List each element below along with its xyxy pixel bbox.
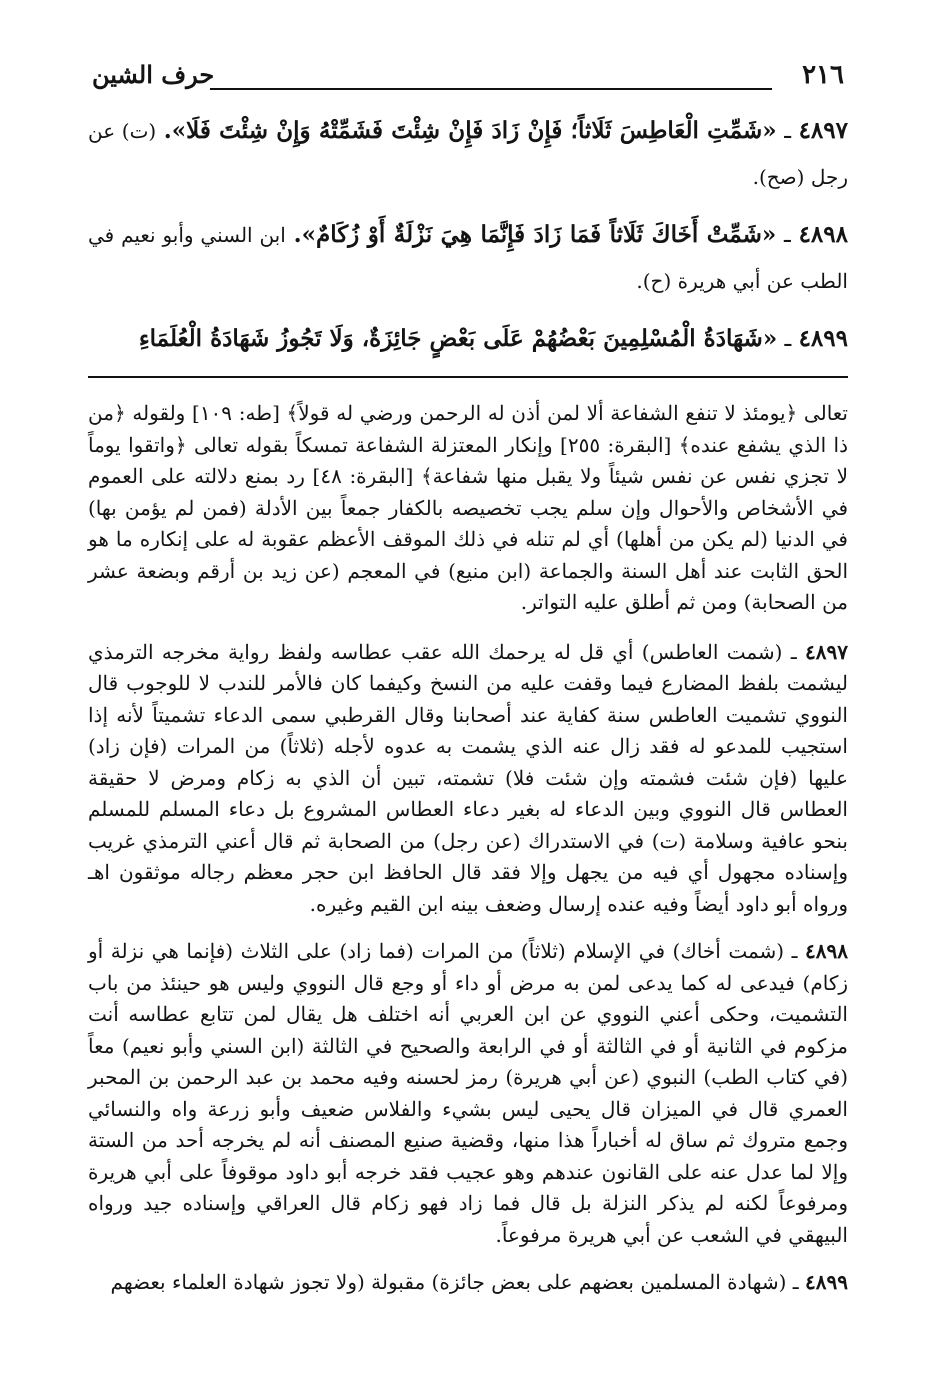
hadith-text: «شَمِّتْ أَخَاكَ ثَلَاثاً فَمَا زَادَ فَإِنَّمَا هِيَ نَزْلَةٌ أَوْ زُكَامٌ». <box>293 221 777 248</box>
commentary-4899: ٤٨٩٩ ـ (شهادة المسلمين بعضهم على بعض جائزة) مقبولة (ولا تجوز شهادة العلماء بعضهم <box>110 1270 848 1294</box>
hadith-source: (ت) عن رجل (صح). <box>88 119 848 189</box>
hadith-source: ابن السني وأبو نعيم في الطب عن أبي هريرة (ح). <box>88 223 848 293</box>
commentary-4898: ٤٨٩٨ ـ (شمت أخاك) في الإسلام (ثلاثاً) من المرات (فما زاد) على الثلاث (فإنما هي نزلة أو زكام) فيدعى له كما يدعى لمن به مرض أو داء أو وجع قال النووي وليس هو حينئذ من باب التشميت، وحكى أعني النووي عن ابن العربي أنه اختلف هل يقال لمن تتابع عطاسه أنت مزكوم في الثانية أو في الثالثة أو في الرابعة والصحيح في الثالثة (ابن السني وأبو نعيم) معاً (في كتاب الطب) النبوي (عن أبي هريرة) رمز لحسنه وفيه محمد بن عبد الرحمن بن المحبر العمري قال في الميزان قال يحيى ليس بشيء والفلاس ضعيف وأبو زرعة واه والنسائي وجمع متروك ثم ساق له أخباراً هذا منها، وقضية صنيع المصنف أنه لم يخرجه أحد من الستة وإلا لما عدل عنه على القانون عندهم وهو عجيب فقد خرجه أبو داود موقوفاً على أبي هريرة ومرفوعاً لكنه لم يذكر النزلة بل قال فما زاد فهو زكام قال العراقي وإسناده جيد ورواه البيهقي في الشعب عن أبي هريرة مرفوعاً. <box>88 939 848 1247</box>
commentary-text: (شمت العاطس) أي قل له يرحمك الله عقب عطاسه ولفظ رواية مخرجه الترمذي ليشمت بلفظ المضارع فيما وقفت عليه من النسخ وكيفما كان فالأمر للندب لا للوجوب قال النووي تشميت العاطس سنة كفاية عند أصحابنا وقال القرطبي سمى الدعاء تشميتاً لأنه إذا استجيب للمدعو له فقد زال عنه الذي يشمت به عدوه لأجله (ثلاثاً) من المرات (فإن زاد) عليها (فإن شئت فشمته وإن شئت فلا) تشمته، تبين أن الذي به زكام ومرض لا حقيقة العطاس قال النووي وبين الدعاء له بغير دعاء العطاس المشروع بل دعاء المسلم للمسلم بنحو عافية وسلامة (ت) في الاستدراك (عن رجل) من الصحابة ثم قال أعني الترمذي غريب وإسناده مجهول أي فيه من يجهل وإلا فقد قال الحافظ ابن حجر معظم رجاله موثقون اهـ ورواه أبو داود أيضاً وفيه عنده إرسال وضعف بينه ابن القيم وغيره. <box>88 639 848 916</box>
chapter-title: حرف الشين <box>92 60 215 89</box>
commentary-text: (شهادة المسلمين بعضهم على بعض جائزة) مقبولة (ولا تجوز شهادة العلماء بعضهم <box>110 1270 787 1294</box>
hadith-number: ٤٨٩٧ <box>798 117 848 144</box>
commentary-continuation <box>88 398 848 619</box>
running-head <box>88 58 848 104</box>
commentary-4897: ٤٨٩٧ ـ (شمت العاطس) أي قل له يرحمك الله عقب عطاسه ولفظ رواية مخرجه الترمذي ليشمت بلفظ المضارع فيما وقفت عليه من النسخ وكيفما كان فالأمر للندب لا للوجوب قال النووي تشميت العاطس سنة كفاية عند أصحابنا وقال القرطبي سمى الدعاء تشميتاً لأنه إذا استجيب للمدعو له فقد زال عنه الذي يشمت به عدوه لأجله (ثلاثاً) من المرات (فإن زاد) عليها (فإن شئت فشمته وإن شئت فلا) تشمته، تبين أن الذي به زكام ومرض لا حقيقة العطاس قال النووي وبين الدعاء له بغير دعاء العطاس المشروع بل دعاء المسلم للمسلم بنحو عافية وسلامة (ت) في الاستدراك (عن رجل) من الصحابة ثم قال أعني الترمذي غريب وإسناده مجهول أي فيه من يجهل وإلا فقد قال الحافظ ابن حجر معظم رجاله موثقون اهـ ورواه أبو داود أيضاً وفيه عنده إرسال وضعف بينه ابن القيم وغيره. <box>88 639 848 916</box>
commentary-number: ٤٨٩٧ <box>805 639 848 664</box>
commentary-text: تعالى ﴿يومئذ لا تنفع الشفاعة ألا لمن أذن له الرحمن ورضي له قولاً﴾ [طه: ١٠٩] ولقوله ﴿من ذا الذي يشفع عنده﴾ [البقرة: ٢٥٥] وإنكار المعتزلة الشفاعة تمسكاً بقوله تعالى ﴿واتقوا يوماً لا تجزي نفس عن نفس شيئاً ولا يقبل منها شفاعة﴾ [البقرة: ٤٨] رد بمنع دلالته على العموم في الأشخاص والأحوال وإن سلم يجب تخصيصه بالكفار جمعاً بين الأدلة (فمن لم يؤمن بها) في الدنيا (لم يكن من أهلها) أي لم تنله في ذلك الموقف الأعظم عقوبة له على إنكاره ما هو الحق الثابت عند أهل السنة والجماعة (ابن منيع) في المعجم (عن زيد بن أرقم وبضعة عشر من الصحابة) ومن ثم أطلق عليه التواتر. <box>88 401 849 614</box>
hadith-4898: ٤٨٩٨ ـ «شَمِّتْ أَخَاكَ ثَلَاثاً فَمَا زَادَ فَإِنَّمَا هِيَ نَزْلَةٌ أَوْ زُكَامٌ». ابن السني وأبو نعيم في الطب عن أبي هريرة (ح). <box>88 221 848 293</box>
hadith-number: ٤٨٩٩ <box>798 325 848 352</box>
hadith-4899: ٤٨٩٩ ـ «شَهَادَةُ الْمُسْلِمِينَ بَعْضُهُمْ عَلَى بَعْضٍ جَائِزَةٌ، وَلَا تَجُوزُ شَهَادَةُ الْعُلَمَاءِ <box>138 325 848 352</box>
commentary-divider <box>88 376 848 378</box>
book-page <box>88 58 848 1315</box>
commentary-number: ٤٨٩٩ <box>805 1270 848 1294</box>
hadith-text: «شَهَادَةُ الْمُسْلِمِينَ بَعْضُهُمْ عَلَى بَعْضٍ جَائِزَةٌ، وَلَا تَجُوزُ شَهَادَةُ الْعُلَمَاءِ <box>138 325 778 352</box>
hadith-text: «شَمِّتِ الْعَاطِسَ ثَلَاثاً؛ فَإِنْ زَادَ فَإِنْ شِئْتَ فَشَمِّتْهُ وَإِنْ شِئْتَ فَلَا». <box>163 117 777 144</box>
hadith-4897: ٤٨٩٧ ـ «شَمِّتِ الْعَاطِسَ ثَلَاثاً؛ فَإِنْ زَادَ فَإِنْ شِئْتَ فَشَمِّتْهُ وَإِنْ شِئْتَ فَلَا». (ت) عن رجل (صح). <box>88 117 848 189</box>
commentary-text: (شمت أخاك) في الإسلام (ثلاثاً) من المرات (فما زاد) على الثلاث (فإنما هي نزلة أو زكام) فيدعى له كما يدعى لمن به مرض أو داء أو وجع قال النووي وليس هو حينئذ من باب التشميت، وحكى أعني النووي عن ابن العربي أنه اختلف هل يقال لمن تتابع عطاسه أنت مزكوم في الثانية أو في الثالثة أو في الرابعة والصحيح في الثالثة (ابن السني وأبو نعيم) معاً (في كتاب الطب) النبوي (عن أبي هريرة) رمز لحسنه وفيه محمد بن عبد الرحمن بن المحبر العمري قال في الميزان قال يحيى ليس بشيء والفلاس ضعيف وأبو زرعة واه والنسائي وجمع متروك ثم ساق له أخباراً هذا منها، وقضية صنيع المصنف أنه لم يخرجه أحد من الستة وإلا لما عدل عنه على القانون عندهم وهو عجيب فقد خرجه أبو داود موقوفاً على أبي هريرة ومرفوعاً لكنه لم يذكر النزلة بل قال فما زاد فهو زكام قال العراقي وإسناده جيد ورواه البيهقي في الشعب عن أبي هريرة مرفوعاً. <box>88 939 848 1247</box>
page-number: ٢١٦ <box>802 60 844 90</box>
header-rule <box>210 88 772 90</box>
hadith-number: ٤٨٩٨ <box>798 221 848 248</box>
commentary-number: ٤٨٩٨ <box>805 939 848 963</box>
